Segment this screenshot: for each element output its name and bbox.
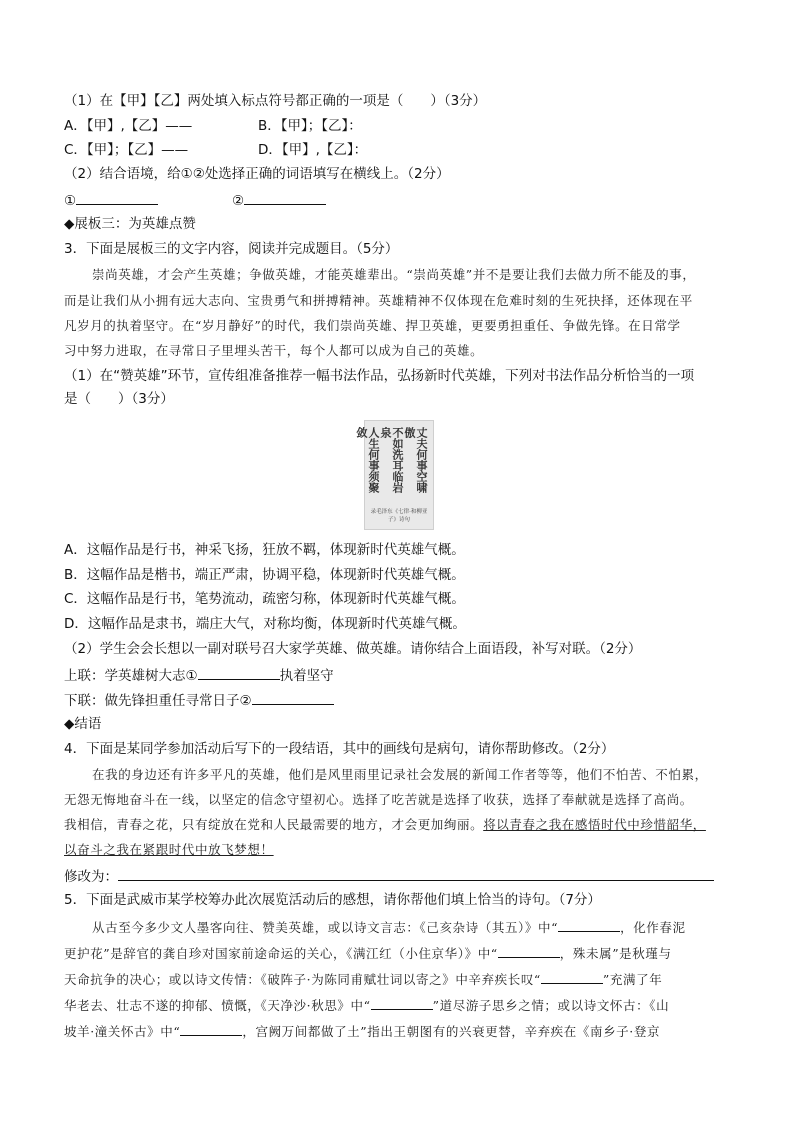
q4-fix-label: 修改为：: [64, 869, 118, 885]
answer-blank[interactable]: [198, 665, 280, 680]
q5-passage-line-2: [64, 943, 672, 963]
q5-l5-text-a: 坡羊·潼关怀古》中“: [64, 1024, 181, 1039]
answer-blank[interactable]: [498, 943, 560, 958]
q2-blank-1: [64, 190, 158, 210]
q3-option-a: A．这幅作品是行书，神采飞扬，狂放不羁，体现新时代英雄气概。: [64, 542, 465, 558]
calligraphy-caption: 录毛泽东《七律·和柳亚子》诗句: [370, 509, 428, 523]
q5-passage-line-5: [64, 1021, 660, 1041]
q3-passage-line-3: 凡岁月的执着坚守。在“岁月静好”的时代，我们崇尚英雄、捍卫英雄，更要勇担重任、争做先锋。在日常学: [64, 318, 681, 333]
board3-heading: ◆展板三：为英雄点赞: [64, 216, 196, 232]
calligraphy-column-1: 丈夫何事空啸傲: [403, 427, 428, 493]
q3-option-c: C．这幅作品是行书，笔势流动，疏密匀称，体现新时代英雄气概。: [64, 591, 465, 607]
q3-passage-line-4: 习中努力进取，在寻常日子里埋头苦干，每个人都可以成为自己的英雄。: [64, 343, 484, 358]
q2-stem: （2）结合语境，给①②处选择正确的词语填写在横线上。（2分）: [64, 166, 450, 182]
q5-l4-text-a: 华老去、壮志不遂的抑郁、愤慨，《天净沙·秋思》中“: [64, 998, 371, 1013]
q5-intro: 5．下面是武威市某学校筹办此次展览活动后的感想，请你帮他们填上恰当的诗句。（7分）: [64, 892, 601, 908]
answer-blank[interactable]: [558, 917, 620, 932]
q5-passage-line-3: [64, 969, 662, 989]
q4-passage-line-3-text: 我相信，青春之花，只有绽放在党和人民最需要的地方，才会更加绚丽。: [64, 817, 484, 832]
q3-passage-line-2: 而是让我们从小拥有远大志向、宝贵勇气和拼搏精神。英雄精神不仅体现在危难时刻的生死抉择，还体现在平: [64, 293, 693, 308]
q1-stem: （1）在【甲】【乙】两处填入标点符号都正确的一项是（ ）（3分）: [64, 93, 487, 109]
q4-passage-line-3: [64, 816, 706, 834]
q3-sub1-line-2: 是（ ）（3分）: [64, 391, 174, 407]
answer-blank[interactable]: [180, 1021, 242, 1036]
q5-l3-text-a: 天命抗争的决心；或以诗文传情：《破阵子·为陈同甫赋壮词以寄之》中辛弃疾长叹“: [64, 972, 541, 987]
q3-sub2: （2）学生会会长想以一副对联号召大家学英雄、做英雄。请你结合上面语段，补写对联。（2分）: [64, 641, 642, 657]
answer-blank[interactable]: [541, 969, 603, 984]
q3-intro: 3．下面是展板三的文字内容，阅读并完成题目。（5分）: [64, 241, 399, 257]
q5-passage-line-4: [64, 995, 669, 1015]
q2-blank-2-label: ②: [232, 193, 245, 209]
calligraphy-columns: [355, 427, 428, 499]
q2-blank-1-label: ①: [64, 193, 77, 209]
calligraphy-image: [355, 420, 434, 530]
conclusion-heading: ◆结语: [64, 716, 102, 732]
calligraphy-column-3: 人生何事须聚敛: [355, 427, 380, 493]
q5-l3-text-b: ”充满了年: [602, 972, 663, 987]
q1-option-d: D．【甲】,【乙】：: [258, 142, 368, 158]
couplet-upper-suffix: 执着坚守: [279, 668, 334, 684]
answer-blank[interactable]: [76, 190, 158, 205]
q4-underlined-sentence-part-2: 以奋斗之我在紧跟时代中放飞梦想！: [64, 842, 274, 857]
q4-passage-line-2: 无怨无悔地奋斗在一线，以坚定的信念守望初心。选择了吃苦就是选择了收获，选择了奉献就是选择了高尚。: [64, 792, 693, 807]
q4-underlined-sentence-part-1: 将以青春之我在感悟时代中珍惜韶华，: [483, 817, 706, 832]
answer-blank[interactable]: [371, 995, 433, 1010]
couplet-lower-prefix: 下联：做先锋担重任寻常日子②: [64, 693, 252, 709]
q4-intro: 4．下面是某同学参加活动后写下的一段结语，其中的画线句是病句，请你帮助修改。（2分）: [64, 741, 615, 757]
calligraphy-column-2: 不如洗耳临岩泉: [379, 427, 404, 493]
q5-l2-text-b: ，殊未属”是秋瑾与: [559, 946, 672, 961]
answer-blank[interactable]: [244, 190, 326, 205]
q3-option-b: B．这幅作品是楷书，端正严肃，协调平稳，体现新时代英雄气概。: [64, 567, 465, 583]
q1-option-b: B．【甲】；【乙】：: [258, 118, 362, 134]
q1-option-a: A．【甲】,【乙】——: [64, 118, 193, 134]
q3-passage-line-1: 崇尚英雄，才会产生英雄；争做英雄，才能英雄辈出。“崇尚英雄”并不是要让我们去做力所不能及的事，: [92, 267, 696, 282]
q4-passage-line-1: 在我的身边还有许多平凡的英雄，他们是风里雨里记录社会发展的新闻工作者等等，他们不怕苦、不怕累，: [92, 767, 708, 782]
q4-fix: [64, 866, 714, 886]
q2-blank-2: [232, 190, 326, 210]
couplet-lower: [64, 690, 334, 710]
q5-l2-text-a: 更护花”是辞官的龚自珍对国家前途命运的关心，《满江红（小住京华）》中“: [64, 946, 498, 961]
answer-blank[interactable]: [118, 866, 714, 881]
q5-l1-text-a: 从古至今多少文人墨客向往、赞美英雄，或以诗文言志：《己亥杂诗（其五）》中“: [92, 920, 559, 935]
q5-l4-text-b: ”道尽游子思乡之情；或以诗文怀古：《山: [432, 998, 670, 1013]
q1-option-c: C．【甲】；【乙】——: [64, 142, 189, 158]
q5-l5-text-b: ，宫阙万间都做了土”指出王朝图有的兴衰更替，辛弃疾在《南乡子·登京: [242, 1024, 661, 1039]
couplet-upper: [64, 665, 334, 685]
answer-blank[interactable]: [252, 690, 334, 705]
q5-l1-text-b: ，化作春泥: [620, 920, 686, 935]
q3-option-d: D．这幅作品是隶书，端庄大气，对称均衡，体现新时代英雄气概。: [64, 616, 466, 632]
q3-sub1-line-1: （1）在“赞英雄”环节，宣传组准备推荐一幅书法作品，弘扬新时代英雄，下列对书法作品分析恰当的一项: [64, 368, 695, 384]
q5-passage-line-1: [92, 917, 686, 937]
couplet-upper-prefix: 上联：学英雄树大志①: [64, 668, 198, 684]
